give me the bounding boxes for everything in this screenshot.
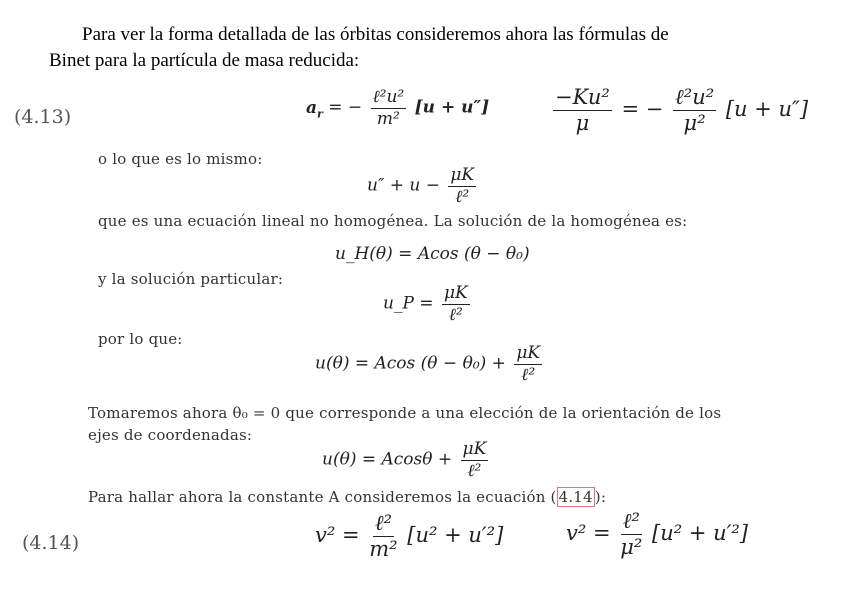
equation-general: u(θ) = Acos (θ − θ₀) + $\frac{\mu K}{\text{ℓ²}}$ xyxy=(315,343,541,385)
text-hallar: Para hallar ahora la constante A consideremos la ecuación ( 4.14 ): xyxy=(88,488,607,506)
intro-line-2: Binet para la partícula de masa reducida: xyxy=(49,50,360,71)
eq-alt-bracket: [u + u″] xyxy=(725,97,809,122)
text-tomaremos-2: ejes de coordenadas: xyxy=(88,426,253,444)
equation-4-14: v² = $\frac{\text{ℓ²}}{\text{m²}}$ [u² + u′²] xyxy=(315,511,504,562)
eq-alt-sign: = − xyxy=(621,97,664,122)
text-lineal: que es una ecuación lineal no homogénea. La solución de la homogénea es: xyxy=(98,212,688,230)
eq-part-fraction: $\frac{\mu K}{\text{ℓ²}}$ xyxy=(443,283,468,325)
intro-line-1: Para ver la forma detallada de las órbitas consideremos ahora las fórmulas de xyxy=(82,24,669,45)
eq-orient-fraction: $\frac{\mu K}{\text{ℓ²}}$ xyxy=(462,439,487,481)
equation-reference-link[interactable]: 4.14 xyxy=(558,488,593,506)
text-tomaremos-1: Tomaremos ahora θ₀ = 0 que corresponde a una elección de la orientación de los xyxy=(88,404,722,422)
equation-orientacion: u(θ) = Acosθ + $\frac{\mu K}{\text{ℓ²}}$ xyxy=(322,439,487,481)
equation-4-13 xyxy=(306,88,489,128)
eq-414-alt-fraction: $\frac{\text{ℓ²}}{\text{μ²}}$ xyxy=(620,509,643,560)
eq-alt-fraction-right: $\frac{\text{ℓ²u²}}{\text{μ²}}$ xyxy=(675,85,715,136)
eq-alt-fraction-left: $\frac{\text{−Ku²}}{\mu}$ xyxy=(555,85,610,136)
equation-4-14-alt: v² = $\frac{\text{ℓ²}}{\text{μ²}}$ [u² + u′²] xyxy=(566,509,749,560)
equation-mismo: u″ + u − $\frac{\mu K}{\text{ℓ²}}$ xyxy=(367,165,475,207)
text-particular: y la solución particular: xyxy=(98,270,284,288)
equation-number-4-13: (4.13) xyxy=(14,106,72,128)
eq-general-fraction: $\frac{\mu K}{\text{ℓ²}}$ xyxy=(516,343,541,385)
eq-414-fraction: $\frac{\text{ℓ²}}{\text{m²}}$ xyxy=(369,511,398,562)
equation-4-13-alt xyxy=(550,86,808,135)
eq-mismo-fraction: $\frac{\mu K}{\text{ℓ²}}$ xyxy=(450,165,475,207)
equation-particular: u_P = $\frac{\mu K}{\text{ℓ²}}$ xyxy=(383,283,468,325)
equation-number-4-14: (4.14) xyxy=(22,532,80,554)
equation-homogenea: u_H(θ) = Acos (θ − θ₀) xyxy=(335,244,530,264)
eq-fraction: $\frac{\text{ℓ²u²}}{\text{m²}}$ xyxy=(372,87,405,129)
eq-lhs: $a_r$ xyxy=(306,97,323,121)
text-porloque: por lo que: xyxy=(98,330,183,348)
eq-sign: = − xyxy=(328,97,363,118)
text-mismo: o lo que es lo mismo: xyxy=(98,150,263,168)
eq-bracket: [u + u″] xyxy=(414,97,490,118)
